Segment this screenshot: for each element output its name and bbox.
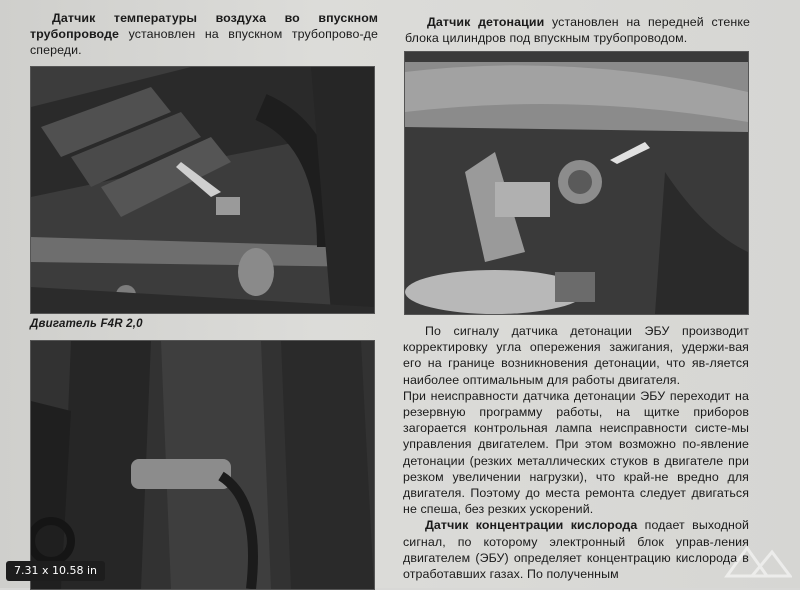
- intake-manifold-photo: [30, 66, 375, 314]
- air-temp-sensor-caption: [30, 10, 378, 59]
- knock-sensor-caption-text: установлен на передней стенке блока цилиндров под впускным трубопроводом.: [405, 15, 750, 46]
- paragraph-knock-failure: При неисправности датчика детонации ЭБУ переходит на резервную программу работы, на щитке приборов загорается контрольная лампа неисправности систе-мы управления двигателем. При этом возможно по-явление детонации (резких металлических стуков в двигателе при резком увеличении нагрузки), что край-не вредно для двигателя. Поэтому до места ремонта следует двигаться не спеша, без резких ускорений.: [403, 388, 749, 517]
- knock-sensor-description: [403, 323, 749, 582]
- oxygen-sensor-text: подает выходной сигнал, по которому электронный блок управ-ления двигателем (ЭБУ) определяет концентрацию кислорода в отработавших газах. По полученным: [403, 518, 749, 582]
- knock-sensor-heading: Датчик детонации: [427, 15, 545, 29]
- air-temp-sensor-heading: Датчик температуры воздуха во впускном трубопроводе: [30, 11, 378, 42]
- air-temp-sensor-text: установлен на впускном трубопрово-де спереди.: [30, 27, 378, 58]
- oxygen-sensor-heading: Датчик концентрации кислорода: [425, 518, 638, 533]
- knock-sensor-photo: [404, 51, 749, 315]
- engine-intake-photo: [30, 340, 375, 590]
- watermark-logo-icon: [722, 542, 792, 582]
- knock-sensor-caption: [405, 14, 750, 46]
- engine-photo-caption: Двигатель F4R 2,0: [30, 318, 143, 330]
- image-size-badge: 7.31 x 10.58 in: [6, 561, 105, 581]
- paragraph-knock-correction: По сигналу датчика детонации ЭБУ производит корректировку угла опережения зажигания, удержи-вая его на границе возникновения детонации, что яв-ляется наиболее оптимальным для работы двигателя.: [403, 324, 749, 387]
